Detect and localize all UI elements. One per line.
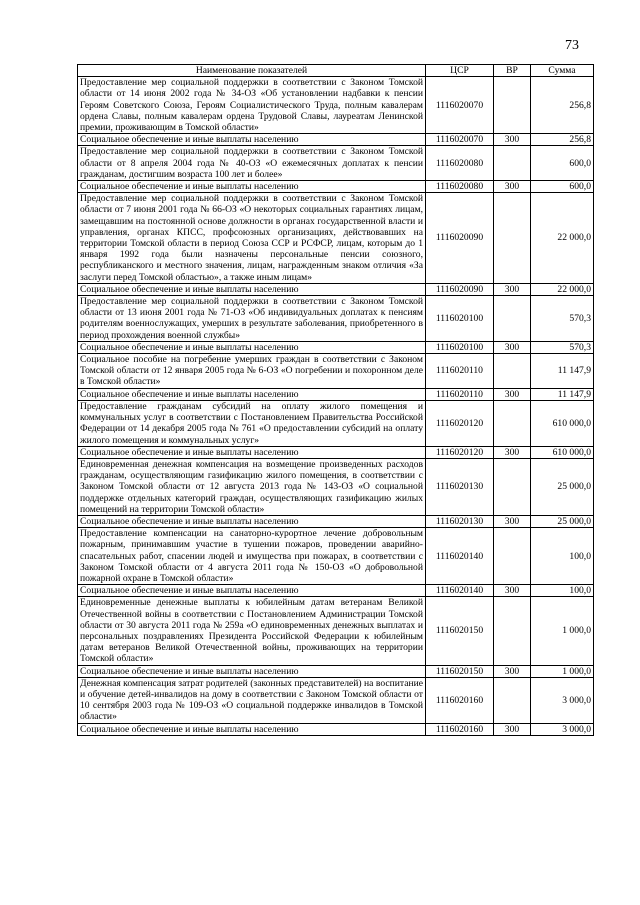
row-vr	[494, 296, 531, 342]
row-vr	[494, 677, 531, 723]
table-row	[78, 400, 594, 446]
table-row	[78, 354, 594, 389]
row-vr	[494, 193, 531, 284]
row-vr: 300	[494, 283, 531, 295]
row-csr: 1116020130	[426, 515, 494, 527]
row-csr: 1116020110	[426, 354, 494, 389]
row-name: Социальное обеспечение и иные выплаты населению	[78, 585, 426, 597]
budget-table	[77, 64, 594, 736]
row-vr	[494, 400, 531, 446]
page-number: 73	[565, 38, 579, 53]
row-name: Денежная компенсация затрат родителей (законных представителей) на воспитание и обучение детей-инвалидов на дому в соответствии с Законом Томской области от 10 сентября 2003 года № 109-ОЗ «О социальной поддержке инвалидов в Томской области»	[78, 677, 426, 723]
table-row	[78, 458, 594, 515]
row-vr: 300	[494, 515, 531, 527]
row-sum: 610 000,0	[531, 400, 594, 446]
row-csr: 1116020100	[426, 296, 494, 342]
row-sum: 600,0	[531, 146, 594, 181]
row-csr: 1116020160	[426, 723, 494, 735]
row-vr	[494, 146, 531, 181]
header-name: Наименование показателей	[78, 65, 426, 77]
row-sum: 570,3	[531, 296, 594, 342]
row-csr: 1116020150	[426, 665, 494, 677]
row-sum: 100,0	[531, 528, 594, 585]
row-name: Предоставление мер социальной поддержки в соответствии с Законом Томской области от 7 июня 2001 года № 66-ОЗ «О некоторых социальных гарантиях лицам, замещавшим на постоянной основе должности в органах государственной власти и управления, органах КПСС, профсоюзных организациях, действовавших на территории Томской области в период Союза ССР и РСФСР, лицам, которым до 1 января 1992 года были назначены персональные пенсии союзного, республиканского и местного значения, лицам, награжденным знаком отличия «За заслуги перед Томской областью», а также иным лицам»	[78, 193, 426, 284]
row-name: Предоставление мер социальной поддержки в соответствии с Законом Томской области от 8 апреля 2004 года № 40-ОЗ «О ежемесячных доплатах к пенсии гражданам, достигшим возраста 100 лет и более»	[78, 146, 426, 181]
row-vr	[494, 458, 531, 515]
row-vr: 300	[494, 134, 531, 146]
row-vr: 300	[494, 388, 531, 400]
row-sum: 11 147,9	[531, 354, 594, 389]
row-csr: 1116020120	[426, 400, 494, 446]
row-name: Социальное пособие на погребение умерших граждан в соответствии с Законом Томской области от 12 января 2005 года № 6-ОЗ «О погребении и похоронном деле в Томской области»	[78, 354, 426, 389]
table-row	[78, 146, 594, 181]
row-sum: 22 000,0	[531, 193, 594, 284]
table-row	[78, 723, 594, 735]
row-vr: 300	[494, 665, 531, 677]
table-row	[78, 134, 594, 146]
table-row	[78, 296, 594, 342]
row-name: Предоставление мер социальной поддержки в соответствии с Законом Томской области от 14 июня 2002 года № 34-ОЗ «Об установлении надбавки к пенсии Героям Советского Союза, Героям Социалистического Труда, полным кавалерам ордена Славы, полным кавалерам ордена Трудовой Славы, лауреатам Ленинской премии, проживающим в Томской области»	[78, 77, 426, 134]
row-name: Единовременные денежные выплаты к юбилейным датам ветеранам Великой Отечественной войны в соответствии с Постановлением Администрации Томской области от 30 августа 2011 года № 259а «О единовременных денежных выплатах и персональных поздравлениях Президента Российской Федерации к юбилейным датам ветеранов Великой Отечественной войны, проживающих на территории Томской области»	[78, 597, 426, 665]
row-csr: 1116020070	[426, 134, 494, 146]
table-row	[78, 388, 594, 400]
row-csr: 1116020090	[426, 283, 494, 295]
row-name: Предоставление гражданам субсидий на оплату жилого помещения и коммунальных услуг в соответствии с Постановлением Правительства Российской Федерации от 14 декабря 2005 года № 761 «О предоставлении субсидий на оплату жилого помещения и коммунальных услуг»	[78, 400, 426, 446]
row-name: Предоставление мер социальной поддержки в соответствии с Законом Томской области от 13 июня 2001 года № 71-ОЗ «Об индивидуальных доплатах к пенсиям родителям военнослужащих, умерших в результате заболевания, приобретенного в период прохождения военной службы»	[78, 296, 426, 342]
row-sum: 25 000,0	[531, 515, 594, 527]
header-sum: Сумма	[531, 65, 594, 77]
row-csr: 1116020140	[426, 585, 494, 597]
table-row	[78, 181, 594, 193]
row-csr: 1116020120	[426, 446, 494, 458]
row-sum: 600,0	[531, 181, 594, 193]
table-row	[78, 341, 594, 353]
row-vr: 300	[494, 446, 531, 458]
row-sum: 22 000,0	[531, 283, 594, 295]
row-csr: 1116020080	[426, 181, 494, 193]
row-vr: 300	[494, 585, 531, 597]
row-csr: 1116020140	[426, 528, 494, 585]
row-csr: 1116020080	[426, 146, 494, 181]
row-sum: 570,3	[531, 341, 594, 353]
row-vr: 300	[494, 723, 531, 735]
table-row	[78, 665, 594, 677]
row-name: Социальное обеспечение и иные выплаты населению	[78, 134, 426, 146]
table-row	[78, 528, 594, 585]
row-vr: 300	[494, 341, 531, 353]
table-row	[78, 77, 594, 134]
row-vr	[494, 354, 531, 389]
row-name: Социальное обеспечение и иные выплаты населению	[78, 283, 426, 295]
row-vr	[494, 597, 531, 665]
row-sum: 256,8	[531, 77, 594, 134]
table-row	[78, 283, 594, 295]
table-row	[78, 597, 594, 665]
row-name: Социальное обеспечение и иные выплаты населению	[78, 181, 426, 193]
row-csr: 1116020090	[426, 193, 494, 284]
row-csr: 1116020160	[426, 677, 494, 723]
row-sum: 610 000,0	[531, 446, 594, 458]
table-row	[78, 585, 594, 597]
row-name: Социальное обеспечение и иные выплаты населению	[78, 723, 426, 735]
header-vr: ВР	[494, 65, 531, 77]
row-name: Единовременная денежная компенсация на возмещение произведенных расходов гражданам, осуществляющим газификацию жилого помещения, в соответствии с Законом Томской области от 12 августа 2013 года № 143-ОЗ «О социальной поддержке отдельных категорий граждан, осуществляющих газификацию жилых помещений на территории Томской области»	[78, 458, 426, 515]
row-csr: 1116020110	[426, 388, 494, 400]
row-sum: 25 000,0	[531, 458, 594, 515]
table-row	[78, 446, 594, 458]
row-vr: 300	[494, 181, 531, 193]
row-name: Социальное обеспечение и иные выплаты населению	[78, 388, 426, 400]
row-sum: 1 000,0	[531, 597, 594, 665]
row-name: Социальное обеспечение и иные выплаты населению	[78, 515, 426, 527]
row-csr: 1116020100	[426, 341, 494, 353]
row-sum: 3 000,0	[531, 723, 594, 735]
header-csr: ЦСР	[426, 65, 494, 77]
row-sum: 1 000,0	[531, 665, 594, 677]
row-sum: 11 147,9	[531, 388, 594, 400]
table-header-row	[78, 65, 594, 77]
table-row	[78, 193, 594, 284]
row-vr	[494, 77, 531, 134]
row-vr	[494, 528, 531, 585]
row-name: Предоставление компенсации на санаторно-курортное лечение добровольным пожарным, принимавшим участие в тушении пожаров, проведении аварийно-спасательных работ, спасении людей и имущества при пожарах, в соответствии с Законом Томской области от 4 августа 2011 года № 150-ОЗ «О добровольной пожарной охране в Томской области»	[78, 528, 426, 585]
row-sum: 256,8	[531, 134, 594, 146]
row-sum: 3 000,0	[531, 677, 594, 723]
row-sum: 100,0	[531, 585, 594, 597]
row-name: Социальное обеспечение и иные выплаты населению	[78, 446, 426, 458]
row-csr: 1116020070	[426, 77, 494, 134]
row-csr: 1116020130	[426, 458, 494, 515]
row-name: Социальное обеспечение и иные выплаты населению	[78, 665, 426, 677]
table-row	[78, 677, 594, 723]
row-csr: 1116020150	[426, 597, 494, 665]
row-name: Социальное обеспечение и иные выплаты населению	[78, 341, 426, 353]
table-row	[78, 515, 594, 527]
